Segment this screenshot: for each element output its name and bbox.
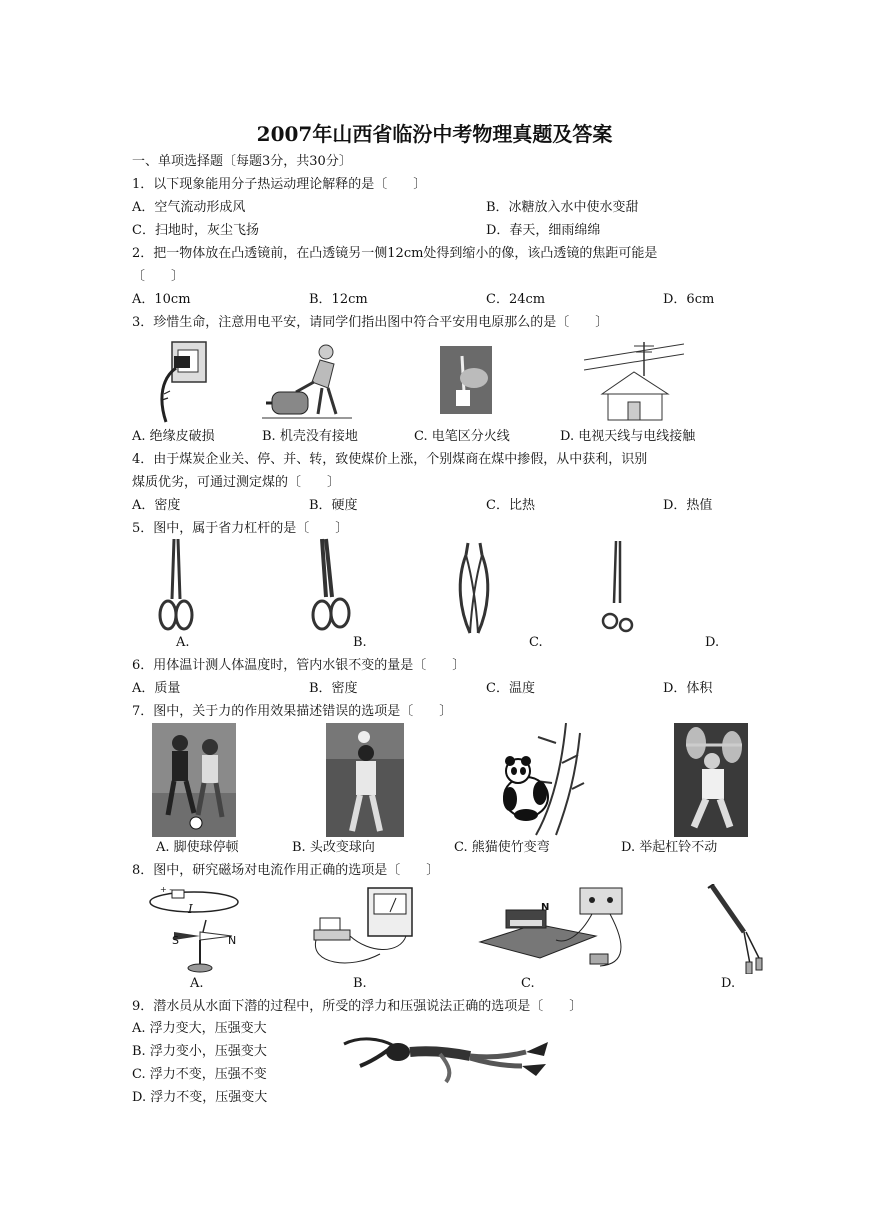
q8-figure-b-generator-meter <box>310 884 420 974</box>
svg-text:+ -: + - <box>160 885 173 894</box>
q8-figure-a-current-label: I <box>188 902 193 916</box>
q5-option-c: C. <box>529 635 543 650</box>
q8-stem: 8．图中，研究磁场对电流作用正确的选项是〔 〕 <box>132 863 440 878</box>
q9-option-d: D. 浮力不变，压强变大 <box>132 1090 268 1105</box>
q7-option-b: B. 头改变球向 <box>292 840 375 855</box>
q1-option-b: B．冰糖放入水中使水变甜 <box>486 200 639 215</box>
q3-option-d: D. 电视天线与电线接触 <box>560 429 696 444</box>
q2-option-b: B．12cm <box>309 292 368 307</box>
q7-option-a: A. 脚使球停顿 <box>156 840 239 855</box>
q6-stem: 6．用体温计测人体温度时，管内水银不变的量是〔 〕 <box>132 658 466 673</box>
q2-stem-cont: 〔 〕 <box>132 269 185 284</box>
q3-figure-b-motor-worker <box>262 342 358 424</box>
q7-figure-b-header-player <box>326 723 404 837</box>
q4-stem: 4．由于煤炭企业关、停、并、转，致使煤价上涨，个别煤商在煤中掺假，从中获利，识别 <box>132 452 648 467</box>
q3-option-b: B. 机壳没有接地 <box>262 429 358 444</box>
q4-option-c: C．比热 <box>486 498 535 513</box>
q3-figure-c-test-pencil <box>440 346 492 414</box>
section-heading: 一、单项选择题〔每题3分，共30分〕 <box>132 154 352 169</box>
q5-stem: 5．图中，属于省力杠杆的是〔 〕 <box>132 521 349 536</box>
q4-option-b: B．硬度 <box>309 498 358 513</box>
q3-stem: 3．珍惜生命，注意用电平安，请同学们指出图中符合平安用电原那么的是〔 〕 <box>132 315 609 330</box>
q5-option-d: D. <box>705 635 720 650</box>
q9-figure-diver <box>340 1022 554 1088</box>
q9-stem: 9．潜水员从水面下潜的过程中，所受的浮力和压强说法正确的选项是〔 〕 <box>132 999 583 1014</box>
q3-figure-d-antenna-house <box>584 336 684 422</box>
q8-figure-a-north-label: N <box>228 934 237 947</box>
q5-figure-c-pliers <box>454 541 494 637</box>
q8-option-b: B. <box>353 976 367 991</box>
q1-option-c: C．扫地时，灰尘飞扬 <box>132 223 259 238</box>
q8-figure-c-north-label: N <box>541 902 550 913</box>
q1-stem: 1．以下现象能用分子热运动理论解释的是〔 〕 <box>132 177 427 192</box>
q7-figure-d-weightlifter <box>674 723 748 837</box>
q4-option-d: D．热值 <box>663 498 713 513</box>
q4-stem-cont: 煤质优劣，可通过测定煤的〔 〕 <box>132 475 341 490</box>
q6-option-c: C．温度 <box>486 681 535 696</box>
q3-option-a: A. 绝缘皮破损 <box>132 429 215 444</box>
page-title: 2007年山西省临汾中考物理真题及答案 <box>256 122 613 146</box>
q7-option-c: C. 熊猫使竹变弯 <box>454 840 550 855</box>
q8-figure-a-south-label: S <box>172 934 179 947</box>
q4-option-a: A．密度 <box>132 498 181 513</box>
q5-figure-b-shears <box>308 537 352 637</box>
q2-option-a: A．10cm <box>132 292 191 307</box>
q7-stem: 7．图中，关于力的作用效果描述错误的选项是〔 〕 <box>132 704 453 719</box>
q9-option-c: C. 浮力不变，压强不变 <box>132 1067 267 1082</box>
q8-option-d: D. <box>721 976 736 991</box>
q5-figure-d-hair-scissors <box>600 539 636 639</box>
q5-option-a: A. <box>176 635 190 650</box>
q5-option-b: B. <box>353 635 367 650</box>
q9-option-a: A. 浮力变大，压强变大 <box>132 1021 267 1036</box>
q8-option-c: C. <box>521 976 535 991</box>
q8-figure-c-magnet-rail <box>476 884 636 974</box>
q9-option-b: B. 浮力变小，压强变大 <box>132 1044 267 1059</box>
q2-option-c: C．24cm <box>486 292 546 307</box>
q6-option-b: B．密度 <box>309 681 358 696</box>
q8-option-a: A. <box>190 976 204 991</box>
q2-option-d: D．6cm <box>663 292 715 307</box>
q8-figure-d-hanging-wire <box>704 884 768 974</box>
q2-stem: 2．把一物体放在凸透镜前，在凸透镜另一侧12cm处得到缩小的像，该凸透镜的焦距可能是 <box>132 246 658 261</box>
q1-option-a: A．空气流动形成风 <box>132 200 246 215</box>
q1-option-d: D．春天，细雨绵绵 <box>486 223 601 238</box>
q6-option-a: A．质量 <box>132 681 181 696</box>
q6-option-d: D．体积 <box>663 681 713 696</box>
q7-figure-a-football-players <box>152 723 236 837</box>
q7-option-d: D. 举起杠铃不动 <box>621 840 718 855</box>
q8-figure-a-oersted-compass <box>146 884 246 974</box>
q7-figure-c-panda-bamboo <box>496 723 586 837</box>
q3-option-c: C. 电笔区分火线 <box>414 429 510 444</box>
q5-figure-a-scissors <box>156 537 196 637</box>
q3-figure-a-damaged-plug <box>152 338 212 424</box>
